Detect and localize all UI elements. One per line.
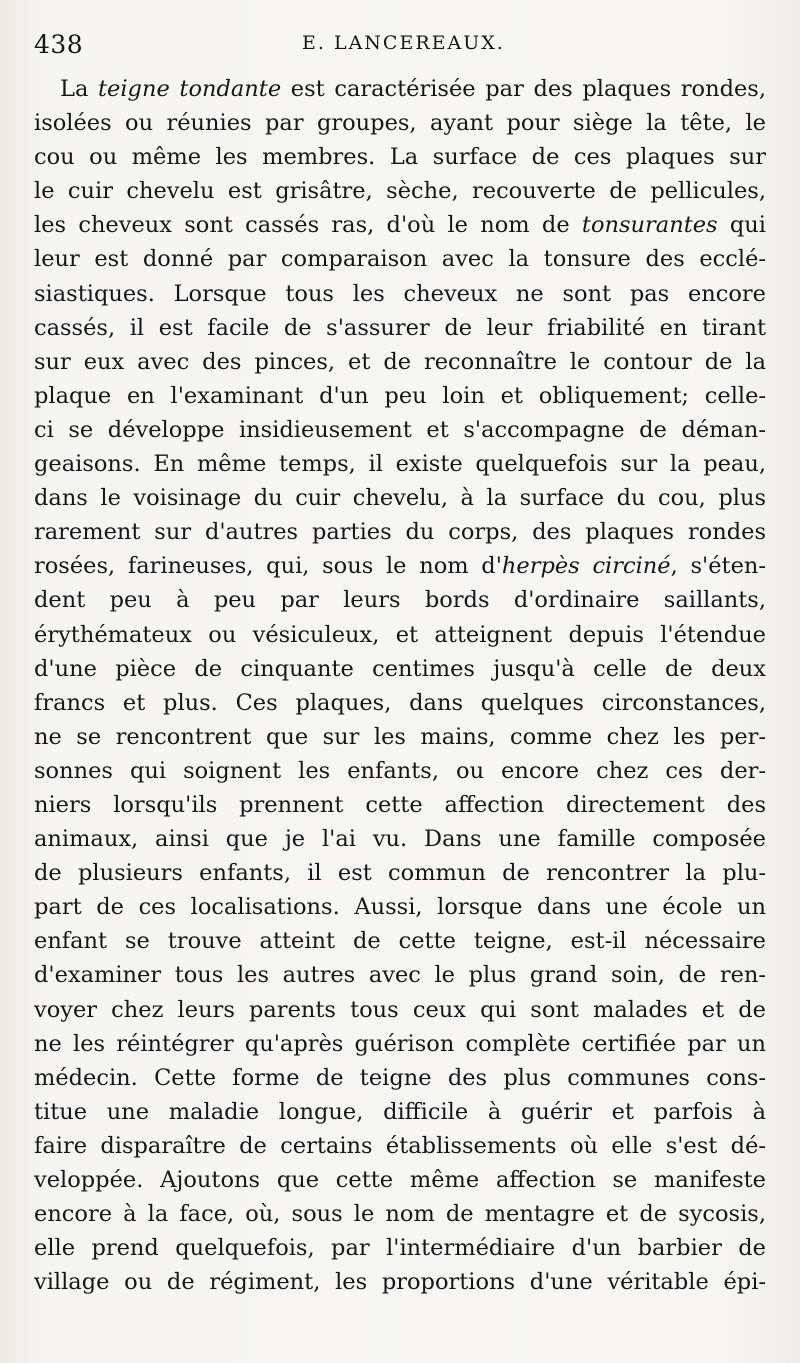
- text-line: ci se développe insidieusement et s'accompagne de déman-: [34, 416, 766, 443]
- text-line: sonnes qui soignent les enfants, ou encore chez ces der-: [34, 757, 766, 784]
- text-line: sur eux avec des pinces, et de reconnaître le contour de la: [34, 348, 766, 375]
- text-line: [34, 208, 766, 242]
- text-fragment: les cheveux sont cassés ras, d'où le nom de: [34, 212, 582, 239]
- text-line: francs et plus. Ces plaques, dans quelques circonstances,: [34, 689, 766, 716]
- text-line: [34, 72, 766, 106]
- text-line: animaux, ainsi que je l'ai vu. Dans une famille composée: [34, 826, 766, 853]
- text-line: geaisons. En même temps, il existe quelquefois sur la peau,: [34, 451, 766, 478]
- text-fragment: rosées, farineuses, qui, sous le nom d': [34, 553, 502, 580]
- text-line: veloppée. Ajoutons que cette même affection se manifeste: [34, 1167, 766, 1193]
- text-line: siastiques. Lorsque tous les cheveux ne sont pas encore: [34, 280, 766, 307]
- text-line: rarement sur d'autres parties du corps, des plaques rondes: [34, 519, 766, 546]
- text-line: de plusieurs enfants, il est commun de rencontrer la plu-: [34, 860, 766, 887]
- italic-term: teigne tondante: [98, 76, 282, 102]
- text-fragment: La: [60, 76, 98, 102]
- text-line: d'examiner tous les autres avec le plus grand soin, de ren-: [34, 962, 766, 989]
- body-paragraph: [34, 72, 766, 1299]
- text-line: le cuir chevelu est grisâtre, sèche, recouverte de pellicules,: [34, 178, 766, 205]
- text-line: médecin. Cette forme de teigne des plus communes cons-: [34, 1064, 766, 1091]
- text-line: titue une maladie longue, difficile à guérir et parfois à: [34, 1098, 766, 1125]
- page-header: [34, 30, 774, 60]
- text-line: elle prend quelquefois, par l'intermédiaire d'un barbier de: [34, 1235, 766, 1262]
- text-fragment: qui: [717, 212, 766, 239]
- text-line: ne se rencontrent que sur les mains, comme chez les per-: [34, 723, 766, 750]
- text-fragment: , s'éten-: [670, 553, 766, 580]
- text-line: cou ou même les membres. La surface de ces plaques sur: [34, 144, 766, 171]
- text-line: érythémateux ou vésiculeux, et atteignent depuis l'étendue: [34, 621, 766, 648]
- text-line: d'une pièce de cinquante centimes jusqu'à celle de deux: [34, 655, 766, 682]
- text-line: voyer chez leurs parents tous ceux qui sont malades et de: [34, 996, 766, 1023]
- text-line: faire disparaître de certains établissements où elle s'est dé-: [34, 1132, 766, 1159]
- text-line: enfant se trouve atteint de cette teigne, est-il nécessaire: [34, 928, 766, 955]
- text-line: dans le voisinage du cuir chevelu, à la surface du cou, plus: [34, 485, 766, 512]
- italic-term: tonsurantes: [581, 212, 718, 239]
- text-line: niers lorsqu'ils prennent cette affection directement des: [34, 791, 766, 818]
- text-line: leur est donné par comparaison avec la tonsure des ecclé-: [34, 246, 766, 273]
- text-line: dent peu à peu par leurs bords d'ordinaire saillants,: [34, 587, 766, 614]
- text-line: isolées ou réunies par groupes, ayant pour siège la tête, le: [34, 110, 766, 137]
- text-line: part de ces localisations. Aussi, lorsque dans une école un: [34, 894, 766, 921]
- italic-term: herpès circiné: [501, 553, 671, 580]
- running-head: E. LANCEREAUX.: [302, 32, 505, 54]
- text-line: plaque en l'examinant d'un peu loin et obliquement; celle-: [34, 382, 766, 409]
- text-line: ne les réintégrer qu'après guérison complète certifiée par un: [34, 1030, 766, 1057]
- text-line: [34, 549, 766, 583]
- text-line: cassés, il est facile de s'assurer de leur friabilité en tirant: [34, 314, 766, 341]
- text-fragment: est caractérisée par des plaques rondes,: [281, 76, 766, 102]
- text-line: village ou de régiment, les proportions d'une véritable épi-: [34, 1269, 766, 1296]
- text-line: encore à la face, où, sous le nom de mentagre et de sycosis,: [34, 1201, 766, 1228]
- page-number: 438: [34, 30, 84, 59]
